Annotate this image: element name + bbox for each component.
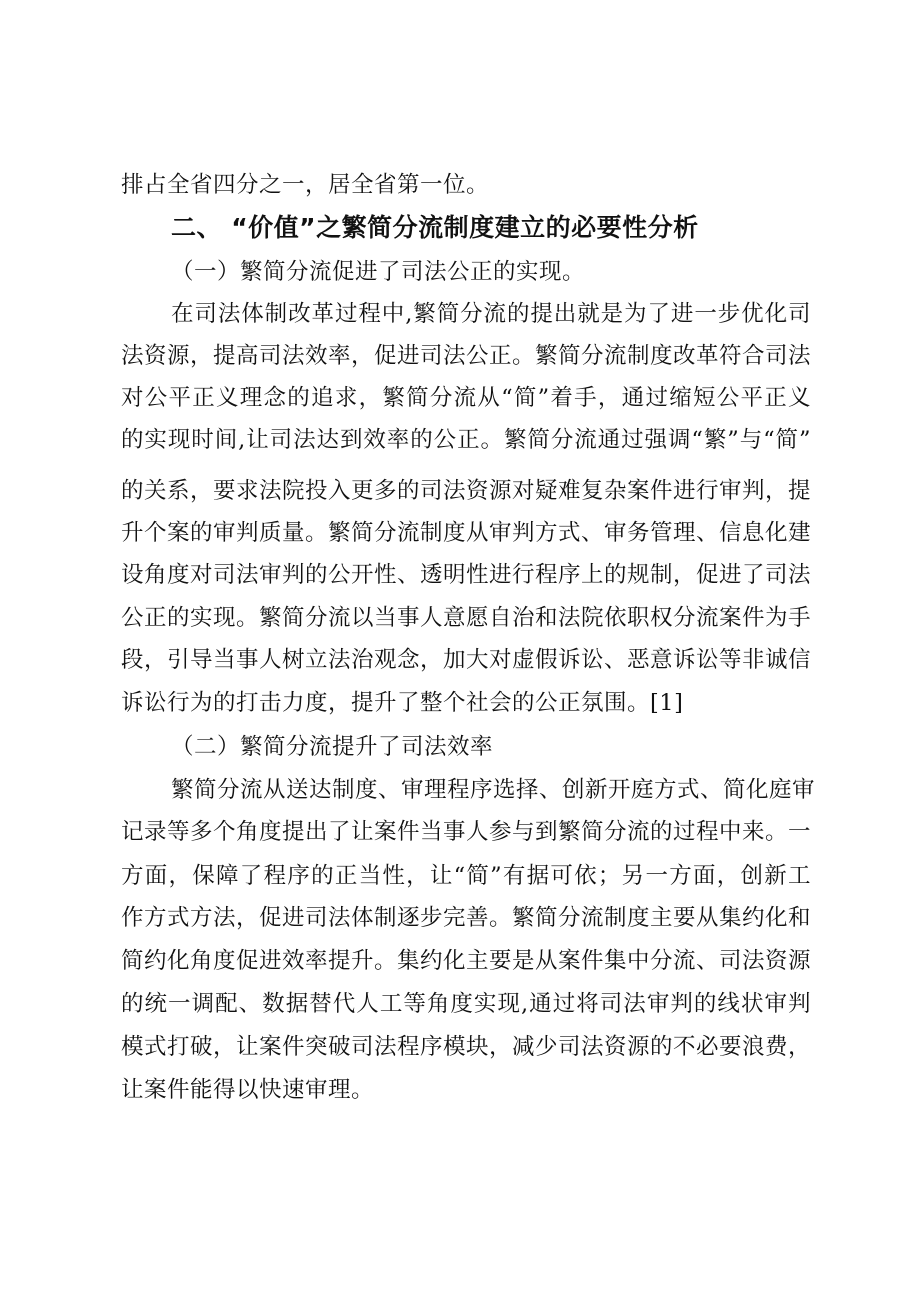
paragraph-line: 让案件能得以快速审理。 [121, 1077, 375, 1103]
paragraph-line: 繁简分流从送达制度、审理程序选择、创新开庭方式、简化庭审 [171, 777, 816, 803]
paragraph-line: 公正的实现。繁简分流以当事人意愿自治和法院依职权分流案件为手 [121, 605, 812, 631]
paragraph-line: 简约化角度促进效率提升。集约化主要是从案件集中分流、司法资源 [121, 948, 812, 974]
paragraph-line: 对公平正义理念的追求，繁简分流从“简”着手，通过缩短公平正义 [121, 385, 811, 411]
subsection-heading-2: （二）繁简分流提升了司法效率 [171, 734, 494, 760]
paragraph-line: 法资源，提高司法效率，促进司法公正。繁简分流制度改革符合司法 [121, 343, 812, 369]
paragraph-line: 升个案的审判质量。繁简分流制度从审判方式、审务管理、信息化建 [121, 520, 812, 546]
paragraph-line: 段，引导当事人树立法治观念，加大对虚假诉讼、恶意诉讼等非诚信 [121, 647, 812, 673]
paragraph-line: 的统一调配、数据替代人工等角度实现,通过将司法审判的线状审判 [121, 991, 811, 1017]
paragraph-line: 设角度对司法审判的公开性、透明性进行程序上的规制，促进了司法 [121, 562, 812, 588]
paragraph-line: 模式打破，让案件突破司法程序模块，减少司法资源的不必要浪费， [121, 1034, 812, 1060]
paragraph-line: 作方式方法，促进司法体制逐步完善。繁简分流制度主要从集约化和 [121, 905, 812, 931]
section-heading: 二、 “价值”之繁简分流制度建立的必要性分析 [171, 213, 699, 242]
subsection-heading-1: （一）繁简分流促进了司法公正的实现。 [171, 259, 586, 285]
intro-line: 排占全省四分之一，居全省第一位。 [121, 172, 490, 198]
paragraph-line: 诉讼行为的打击力度，提升了整个社会的公正氛围。[1] [121, 690, 684, 716]
paragraph-line: 的实现时间,让司法达到效率的公正。繁简分流通过强调“繁”与“简” [121, 427, 811, 453]
paragraph-line: 记录等多个角度提出了让案件当事人参与到繁简分流的过程中来。一 [121, 819, 812, 845]
paragraph-line: 方面，保障了程序的正当性，让“简”有据可依；另一方面，创新工 [121, 863, 811, 889]
paragraph-line: 在司法体制改革过程中,繁简分流的提出就是为了进一步优化司 [171, 301, 811, 327]
paragraph-line: 的关系，要求法院投入更多的司法资源对疑难复杂案件进行审判，提 [121, 478, 812, 504]
